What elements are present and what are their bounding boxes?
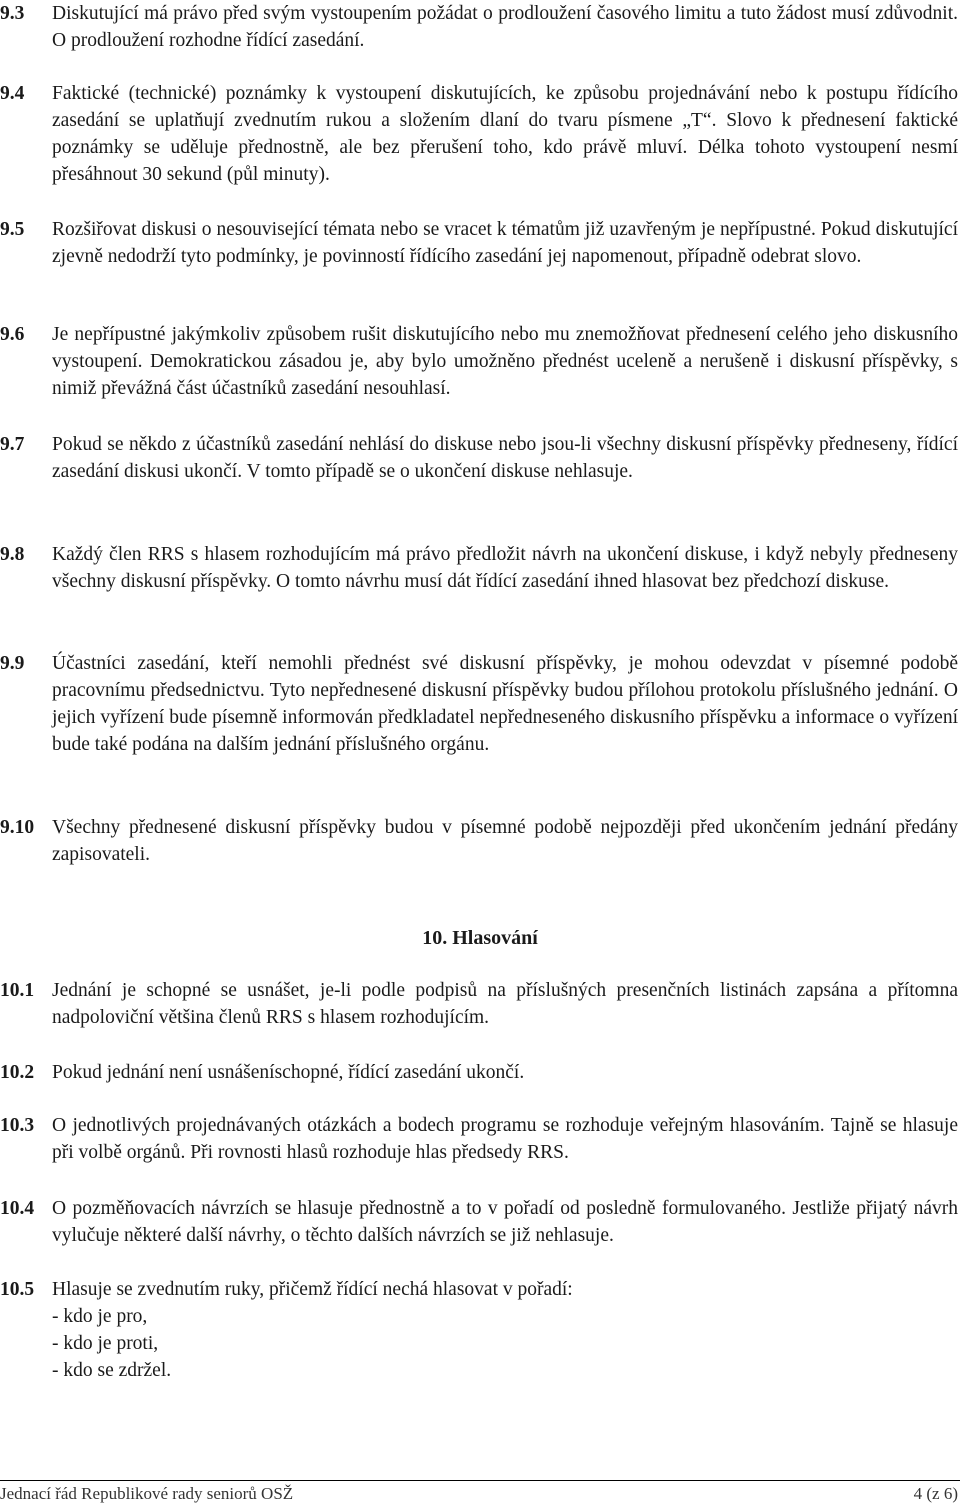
paragraph-9-5 [0,216,958,270]
paragraph-number: 9.10 [0,817,35,838]
paragraph-text: Pokud jednání není usnášeníschopné, řídící zasedání ukončí. [52,1062,525,1083]
list-item: - kdo je pro, [52,1306,148,1327]
list-item: - kdo se zdržel. [52,1360,172,1381]
footer-page-number: 4 (z 6) [913,1484,958,1503]
paragraph-text: Jednání je schopné se usnášet, je-li podle podpisů na příslušných presenčních listinách zapsána a přítomna nadpoloviční většina členů RRS s hlasem rozhodujícím. [52,980,958,1028]
paragraph-text: Pokud se někdo z účastníků zasedání nehlásí do diskuse nebo jsou-li všechny diskusní příspěvky předneseny, řídící zasedání diskusi ukončí. V tomto případě se o ukončení diskuse nehlasuje. [52,434,958,482]
paragraph-9-9 [0,650,958,758]
paragraph-text: O jednotlivých projednávaných otázkách a bodech programu se rozhoduje veřejným hlasováním. Tajně se hlasuje při volbě orgánů. Při rovnosti hlasů rozhoduje hlas předsedy RRS. [52,1115,958,1163]
paragraph-number: 9.8 [0,544,25,565]
paragraph-number: 9.4 [0,83,25,104]
paragraph-number: 9.6 [0,324,25,345]
paragraph-9-8 [0,541,958,595]
paragraph-number: 9.3 [0,3,25,24]
section-heading: 10. Hlasování [422,927,538,949]
paragraph-text: Je nepřípustné jakýmkoliv způsobem rušit diskutujícího nebo mu znemožňovat přednesení celého jeho diskusního vystoupení. Demokratickou zásadou je, aby bylo umožněno přednést uceleně a nerušeně i diskusní příspěvky, s nimiž převážná část účastníků zasedání nesouhlasí. [52,324,958,399]
paragraph-9-6 [0,321,958,402]
paragraph-text: Každý člen RRS s hlasem rozhodujícím má právo předložit návrh na ukončení diskuse, i když nebyly předneseny všechny diskusní příspěvky. O tomto návrhu musí dát řídící zasedání ihned hlasovat bez předchozí diskuse. [52,544,958,592]
paragraph-9-10 [0,814,958,868]
paragraph-text: O pozměňovacích návrzích se hlasuje přednostně a to v pořadí od posledně formulovaného. Jestliže přijatý návrh vylučuje některé další návrhy, o těchto dalších návrzích se již nehlasuje. [52,1198,958,1246]
page-footer [0,1480,960,1508]
paragraph-text: Faktické (technické) poznámky k vystoupení diskutujících, ke způsobu projednávání nebo k postupu řídícího zasedání se uplatňují zvednutím rukou a složením dlaní do tvaru písmene „T“. Slovo k přednesení faktické poznámky se uděluje přednostně, ale bez přerušení toho, kdo právě mluví. Délka tohoto vystoupení nesmí přesáhnout 30 sekund (půl minuty). [52,83,958,185]
paragraph-text: Diskutující má právo před svým vystoupením požádat o prodloužení časového limitu a tuto žádost musí zdůvodnit. O prodloužení rozhodne řídící zasedání. [52,3,958,51]
paragraph-10-5 [0,1276,958,1384]
paragraph-number: 9.7 [0,434,25,455]
paragraph-number: 10.2 [0,1062,35,1083]
list-item: - kdo je proti, [52,1333,159,1354]
paragraph-9-3 [0,0,958,54]
paragraph-text: Všechny přednesené diskusní příspěvky budou v písemné podobě nejpozději před ukončením jednání předány zapisovateli. [52,817,958,865]
paragraph-9-7 [0,431,958,485]
paragraph-9-4 [0,80,958,188]
paragraph-number: 9.5 [0,219,25,240]
paragraph-number: 10.3 [0,1115,35,1136]
paragraph-10-1 [0,977,958,1031]
paragraph-10-2 [0,1059,958,1086]
paragraph-text: Účastníci zasedání, kteří nemohli přednést své diskusní příspěvky, je mohou odevzdat v písemné podobě pracovnímu předsednictvu. Tyto nepřednesené diskusní příspěvky budou přílohou protokolu příslušného jednání. O jejich vyřízení bude písemně informován předkladatel nepředneseného diskusního příspěvku a informace o vyřízení bude také podána na dalším jednání příslušného orgánu. [52,653,958,755]
paragraph-number: 9.9 [0,653,25,674]
footer-document-title: Jednací řád Republikové rady seniorů OSŽ [0,1484,294,1503]
paragraph-10-4 [0,1195,958,1249]
paragraph-text [52,1276,958,1384]
paragraph-number: 10.1 [0,980,35,1001]
paragraph-intro: Hlasuje se zvednutím ruky, přičemž řídící nechá hlasovat v pořadí: [52,1279,573,1300]
paragraph-number: 10.4 [0,1198,35,1219]
paragraph-10-3 [0,1112,958,1166]
paragraph-number: 10.5 [0,1279,35,1300]
paragraph-text: Rozšiřovat diskusi o nesouvisející témata nebo se vracet k tématům již uzavřeným je nepřípustné. Pokud diskutující zjevně nedodrží tyto podmínky, je povinností řídícího zasedání jej napomenout, případně odebrat slovo. [52,219,958,267]
